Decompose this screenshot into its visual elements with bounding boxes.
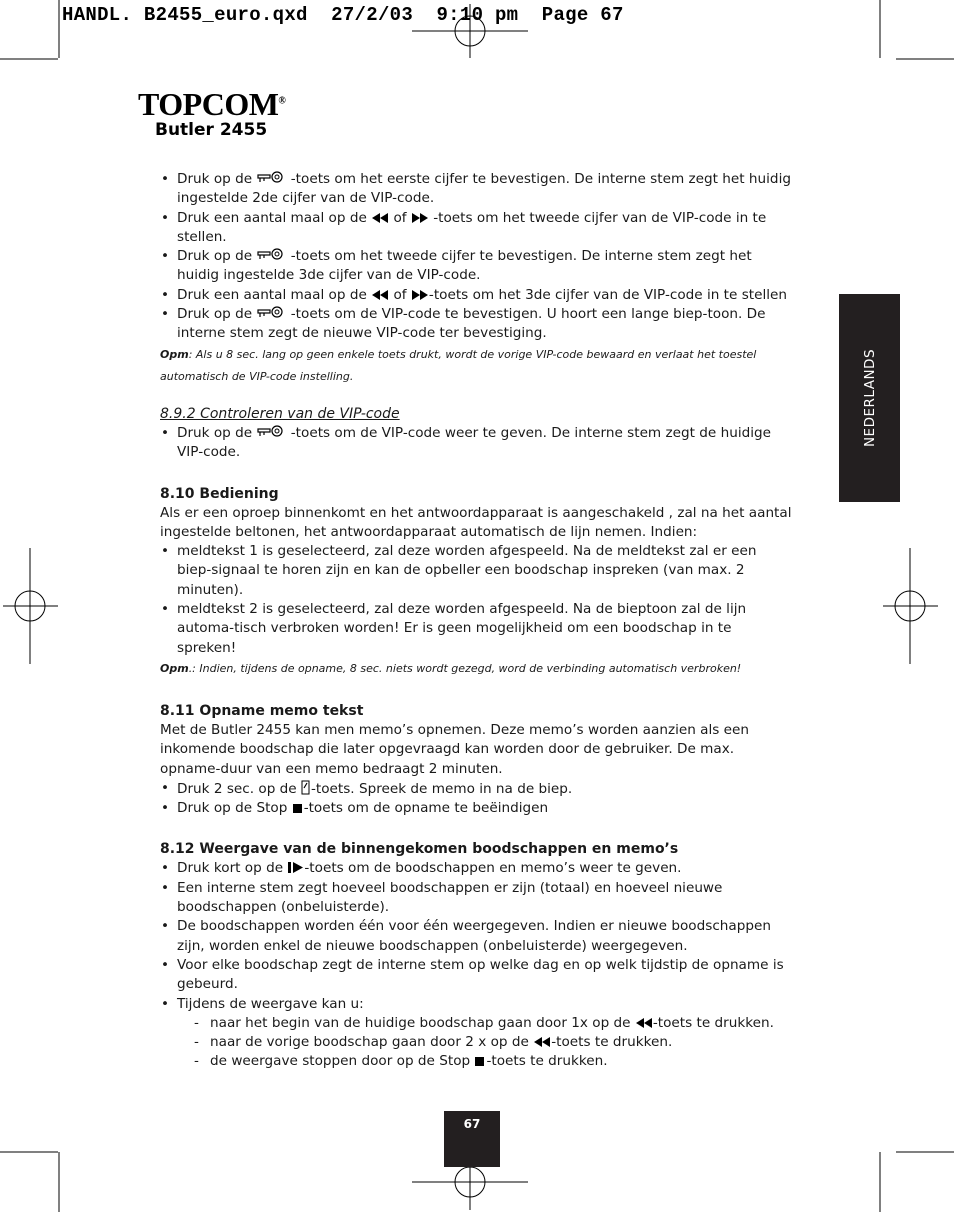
page-content bbox=[160, 170, 792, 1072]
subsection-title: 8.9.2 Controleren van de VIP-code bbox=[160, 405, 400, 422]
list-item: • Tijdens de weergave kan u: - naar het begin van de huidige boodschap gaan door 1x op de -toets te drukken. - naar de vorige boodschap gaan door 2 x op de -toets te drukken. - de weergave stoppen door op de Stop -toets te drukken. bbox=[160, 995, 792, 1072]
language-tab-label: NEDERLANDS bbox=[861, 348, 878, 448]
memo-icon bbox=[301, 779, 311, 795]
page-number: 67 bbox=[444, 1111, 500, 1167]
list-item: • Druk op de -toets om de VIP-code te bevestigen. U hoort een lange biep-toon. De interne stem zegt de nieuwe VIP-code ter bevestiging. bbox=[160, 305, 792, 344]
note: Opm.: Indien, tijdens de opname, 8 sec. niets wordt gezegd, word de verbinding automatisch verbroken! bbox=[160, 661, 742, 675]
list-item: • Druk op de Stop -toets om de opname te beëindigen bbox=[160, 799, 792, 818]
key-icon bbox=[256, 425, 286, 439]
list-item: • meldtekst 1 is geselecteerd, zal deze worden afgespeeld. Na de meldtekst zal er een biep-signaal te horen zijn en kan de opbeller een boodschap inspreken (van max. 2 minuten). bbox=[160, 542, 792, 600]
language-tab bbox=[839, 294, 900, 502]
list-item: • Druk op de -toets om de VIP-code weer te geven. De interne stem zegt de huidige VIP-code. bbox=[160, 424, 792, 463]
topcom-logo: TOPCOM® bbox=[138, 86, 286, 122]
key-icon bbox=[256, 171, 286, 185]
list-item: • Een interne stem zegt hoeveel boodschappen er zijn (totaal) en hoeveel nieuwe boodschappen (onbeluisterde). bbox=[160, 879, 792, 918]
key-icon bbox=[256, 306, 286, 320]
list-item: • Druk op de -toets om het tweede cijfer te bevestigen. De interne stem zegt het huidig ingestelde 3de cijfer van de VIP-code. bbox=[160, 247, 792, 286]
list-item: • Druk een aantal maal op de of -toets om het tweede cijfer van de VIP-code in te stellen. bbox=[160, 209, 792, 248]
play-icon bbox=[287, 861, 304, 874]
list-item: • meldtekst 2 is geselecteerd, zal deze worden afgespeeld. Na de bieptoon zal de lijn automa-tisch verbroken worden! Er is geen mogelijkheid om een boodschap in te spreken! bbox=[160, 600, 792, 658]
list-item: • Druk op de -toets om het eerste cijfer te bevestigen. De interne stem zegt het huidig ingestelde 2de cijfer van de VIP-code. bbox=[160, 170, 792, 209]
memo-list bbox=[160, 779, 792, 819]
list-item: • Druk een aantal maal op de of -toets om het 3de cijfer van de VIP-code in te stellen bbox=[160, 286, 792, 305]
list-item: - naar het begin van de huidige boodschap gaan door 1x op de -toets te drukken. bbox=[194, 1014, 792, 1033]
list-item: • Druk 2 sec. op de -toets. Spreek de memo in na de biep. bbox=[160, 779, 792, 799]
section-heading: 8.10 Bediening bbox=[160, 485, 279, 502]
section-heading: 8.12 Weergave van de binnengekomen boodschappen en memo’s bbox=[160, 841, 679, 858]
vip-setup-list bbox=[160, 170, 792, 344]
rewind-icon bbox=[533, 1036, 551, 1048]
stop-icon bbox=[474, 1056, 486, 1067]
model-name: Butler 2455 bbox=[155, 120, 268, 140]
paragraph: Als er een oproep binnenkomt en het antwoordapparaat is aangeschakeld , zal na het aantal ingestelde beltonen, het antwoordapparaat automatisch de lijn nemen. Indien: bbox=[160, 504, 792, 540]
stop-icon bbox=[292, 803, 304, 814]
list-item: • Druk kort op de -toets om de boodschappen en memo’s weer te geven. bbox=[160, 859, 792, 878]
section-heading: 8.11 Opname memo tekst bbox=[160, 702, 364, 719]
playback-sublist bbox=[177, 1014, 792, 1072]
fast-forward-icon bbox=[411, 212, 429, 224]
list-item: - de weergave stoppen door op de Stop -toets te drukken. bbox=[194, 1052, 792, 1071]
paragraph: Met de Butler 2455 kan men memo’s opnemen. Deze memo’s worden aanzien als een inkomende boodschap die later opgevraagd kan worden door de gebruiker. De max. opname-duur van een memo bedraagt 2 minuten. bbox=[160, 721, 750, 777]
list-item: • Voor elke boodschap zegt de interne stem op welke dag en op welk tijdstip de opname is gebeurd. bbox=[160, 956, 792, 995]
note: Opm: Als u 8 sec. lang op geen enkele toets drukt, wordt de vorige VIP-code bewaard en verlaat het toestel automatisch de VIP-code instelling. bbox=[160, 347, 757, 383]
list-item: - naar de vorige boodschap gaan door 2 x op de -toets te drukken. bbox=[194, 1033, 792, 1052]
fast-forward-icon bbox=[411, 289, 429, 301]
rewind-icon bbox=[635, 1017, 653, 1029]
key-icon bbox=[256, 248, 286, 262]
playback-list bbox=[160, 859, 792, 1071]
print-slug: HANDL. B2455_euro.qxd 27/2/03 9:10 pm Page 67 bbox=[62, 4, 624, 26]
list-item: • De boodschappen worden één voor één weergegeven. Indien er nieuwe boodschappen zijn, worden enkel de nieuwe boodschappen (onbeluisterde) weergegeven. bbox=[160, 917, 792, 956]
operation-list bbox=[160, 542, 792, 658]
rewind-icon bbox=[371, 212, 389, 224]
rewind-icon bbox=[371, 289, 389, 301]
vip-check-list bbox=[160, 424, 792, 463]
